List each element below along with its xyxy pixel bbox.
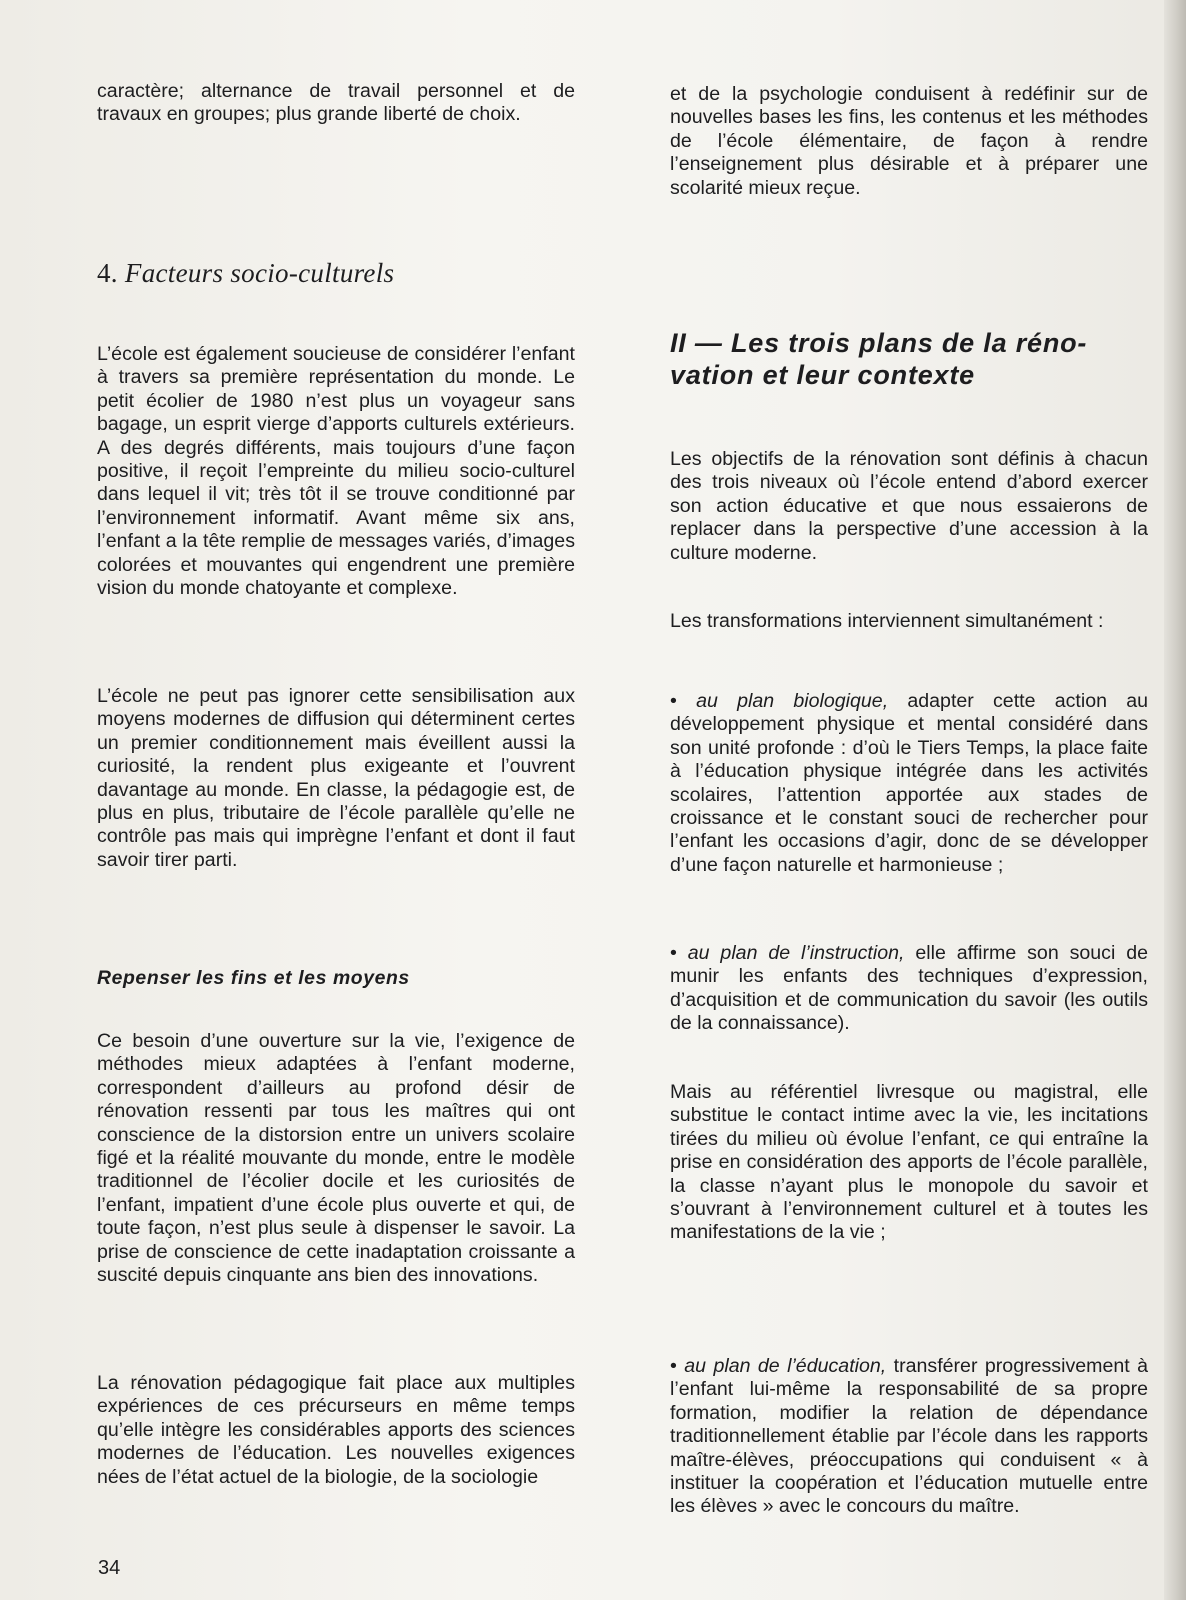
chapter-heading-line-1: II — Les trois plans de la réno- (670, 328, 1088, 358)
right-paragraph-1: Les objectifs de la rénovation sont définis à chacun des trois niveaux où l’école entend d’abord exercer son action éducative et que nous essaierons de replacer dans la perspective d’une accession à la culture moderne. (670, 448, 1148, 564)
bullet-instruction (670, 942, 1148, 1036)
bullet-marker: • (670, 690, 677, 712)
bullet-text: elle affirme son souci de munir les enfants des techniques d’expression, d’acquisition et de communication du savoir (les outils de la connaissance). (670, 942, 1148, 1035)
section-heading (97, 258, 394, 288)
left-paragraph-2: L’école ne peut pas ignorer cette sensibilisation aux moyens modernes de diffusion qui déterminent certes un premier conditionnement mais éveillent aussi la curiosité, la rendent plus exigeante et l’ouvrent davantage au monde. En classe, la pédagogie est, de plus en plus, tributaire de l’école parallèle qu’elle ne contrôle pas mais qui imprègne l’enfant et dont il faut savoir tirer parti. (97, 685, 575, 871)
left-paragraph-1: L’école est également soucieuse de considérer l’enfant à travers sa première représentation du monde. Le petit écolier de 1980 n’est plus un voyageur sans bagage, un esprit vierge d’apports culturels extérieurs. A des degrés différents, mais toujours d’une façon positive, il reçoit l’empreinte du milieu socio-culturel dans lequel il vit; très tôt il se trouve conditionné par l’environnement informatif. Avant même six ans, l’enfant a la tête remplie de messages variés, d’images colorées et mouvantes qui engendrent une première vision du monde chatoyante et complexe. (97, 343, 575, 600)
chapter-heading (670, 327, 1148, 391)
bullet-label: au plan biologique, (696, 690, 889, 712)
right-paragraph-2: Les transformations interviennent simultanément : (670, 610, 1104, 632)
bullet-biologique (670, 690, 1148, 877)
subheading: Repenser les fins et les moyens (97, 967, 410, 989)
bullet-label: au plan de l’instruction, (687, 942, 905, 964)
page-number: 34 (98, 1557, 121, 1579)
left-paragraph-3: Ce besoin d’une ouverture sur la vie, l’exigence de méthodes mieux adaptées à l’enfant moderne, correspondent d’ailleurs au profond désir de rénovation ressenti par tous les maîtres qui ont conscience de la distorsion entre un univers scolaire figé et la réalité mouvante du monde, entre le modèle traditionnel de l’écolier docile et les curiosités de l’enfant, impatient d’une école plus ouverte et qui, de toute façon, n’est plus seule à dispenser le savoir. La prise de conscience de cette inadaptation croissante a suscité depuis cinquante ans bien des innovations. (97, 1030, 575, 1287)
bullet-label: au plan de l’éducation, (684, 1355, 887, 1377)
bullet-education (670, 1355, 1148, 1519)
section-number: 4. (97, 258, 118, 288)
left-intro-paragraph: caractère; alternance de travail personnel et de travaux en groupes; plus grande liberté de choix. (97, 80, 575, 126)
chapter-heading-line-2: vation et leur contexte (670, 360, 975, 390)
section-title: Facteurs socio-culturels (124, 258, 395, 288)
bullet-text: adapter cette action au développement physique et mental considéré dans son unité profonde : d’où le Tiers Temps, la place faite à l’éducation physique intégrée dans les activités scolaires, l’attention apportée aux stades de croissance et le constant souci de rechercher pour l’enfant les occasions d’agir, donc de se développer d’une façon naturelle et harmonieuse ; (670, 690, 1148, 876)
bullet-text: transférer progressivement à l’enfant lui-même la responsabilité de sa propre formation, modifier la relation de dépendance traditionnellement établie par l’école dans les rapports maître-élèves, préoccupations qui conduisent « à instituer la coopération et l’éducation mutuelle entre les élèves » avec le concours du maître. (670, 1355, 1149, 1518)
right-intro-paragraph: et de la psychologie conduisent à redéfinir sur de nouvelles bases les fins, les contenus et les méthodes de l’école élémentaire, de façon à rendre l’enseignement plus désirable et à préparer une scolarité mieux reçue. (670, 83, 1148, 199)
page-binding-shadow (1164, 0, 1186, 1600)
right-paragraph-3: Mais au référentiel livresque ou magistral, elle substitue le contact intime avec la vie, les incitations tirées du milieu où évolue l’enfant, ce qui entraîne la prise en considération des apports de l’école parallèle, la classe n’ayant plus le monopole du savoir et s’ouvrant à l’environnement culturel et à toutes les manifestations de la vie ; (670, 1081, 1148, 1244)
bullet-marker: • (670, 942, 677, 964)
bullet-marker: • (670, 1355, 677, 1377)
left-paragraph-4: La rénovation pédagogique fait place aux multiples expériences de ces précurseurs en même temps qu’elle intègre les considérables apports des sciences modernes de l’éducation. Les nouvelles exigences nées de l’état actuel de la biologie, de la sociologie (97, 1372, 575, 1488)
